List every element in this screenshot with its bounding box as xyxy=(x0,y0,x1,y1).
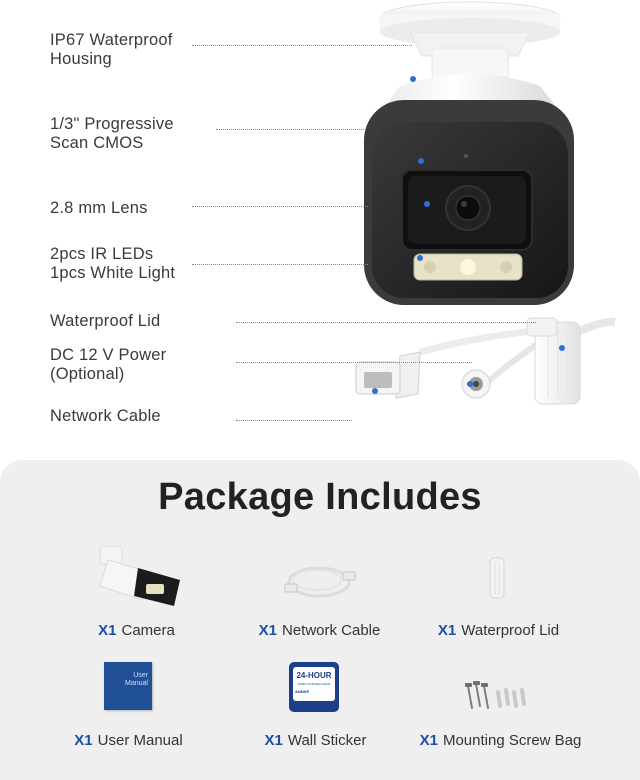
feature-label-housing: IP67 Waterproof Housing xyxy=(50,31,173,68)
item-name: User Manual xyxy=(97,732,183,749)
item-quantity: X1 xyxy=(437,622,457,639)
pointer-dot-lens xyxy=(424,201,430,207)
pointer-dot-lid xyxy=(559,345,565,351)
pointer-dot-housing xyxy=(410,76,416,82)
cable-assembly xyxy=(356,318,615,404)
leader-line-leds xyxy=(192,264,368,265)
wall-sticker-thumbnail xyxy=(209,648,422,728)
package-item-caption xyxy=(30,622,243,639)
package-includes-section xyxy=(0,460,640,780)
sticker-headline: 24-HOUR xyxy=(296,671,332,680)
leader-line-housing xyxy=(192,45,412,46)
sticker-subtext: VIDEO SURVEILLANCE xyxy=(297,682,331,686)
waterproof-lid-thumbnail xyxy=(392,538,605,618)
feature-label-leds: 2pcs IR LEDs 1pcs White Light xyxy=(50,245,176,282)
leader-line-cmos xyxy=(216,129,366,130)
item-name: Waterproof Lid xyxy=(461,622,560,639)
leader-line-network xyxy=(236,420,352,421)
package-title: Package Includes xyxy=(158,476,482,518)
item-quantity: X1 xyxy=(98,622,117,639)
item-quantity: X1 xyxy=(258,622,277,639)
feature-label-power: DC 12 V Power (Optional) xyxy=(50,346,167,383)
package-item-camera xyxy=(30,538,243,658)
item-name: Network Cable xyxy=(281,622,381,639)
feature-label-lid: Waterproof Lid xyxy=(50,312,161,330)
pointer-dot-network xyxy=(372,388,378,394)
feature-label-network: Network Cable xyxy=(50,407,161,425)
sticker-brand: ANNKE xyxy=(295,689,310,694)
camera-body xyxy=(364,74,574,305)
screw-bag-thumbnail xyxy=(394,648,607,728)
package-item-screw-bag xyxy=(394,648,607,768)
pointer-dot-leds xyxy=(417,255,423,261)
package-item-user-manual xyxy=(22,648,235,768)
leader-line-power xyxy=(236,362,472,363)
package-item-wall-sticker xyxy=(209,648,422,768)
feature-label-lens: 2.8 mm Lens xyxy=(50,199,148,217)
pointer-dot-power xyxy=(467,381,473,387)
item-name: Mounting Screw Bag xyxy=(442,732,582,749)
package-item-caption xyxy=(392,622,605,639)
manual-cover-text: User Manual xyxy=(125,672,148,687)
item-quantity: X1 xyxy=(419,732,438,749)
package-item-caption xyxy=(394,732,607,749)
leader-line-lens xyxy=(192,206,368,207)
leader-line-lid xyxy=(236,322,536,323)
camera-mount xyxy=(380,2,560,80)
item-name: Camera xyxy=(121,622,175,639)
package-item-caption xyxy=(22,732,235,749)
item-name: Wall Sticker xyxy=(287,732,367,749)
pointer-dot-cmos xyxy=(418,158,424,164)
item-quantity: X1 xyxy=(264,732,283,749)
feature-label-cmos: 1/3" Progressive Scan CMOS xyxy=(50,115,174,152)
package-item-caption xyxy=(209,732,422,749)
user-manual-thumbnail xyxy=(22,648,235,728)
camera-thumbnail xyxy=(30,538,243,618)
package-item-waterproof-lid xyxy=(392,538,605,658)
item-quantity: X1 xyxy=(74,732,93,749)
